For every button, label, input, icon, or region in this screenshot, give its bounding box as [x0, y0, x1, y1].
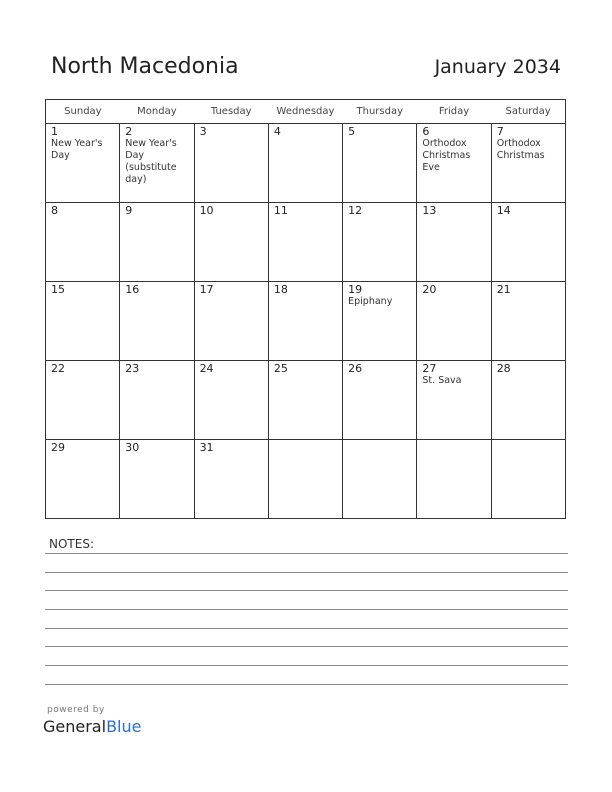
- brand-general-text: General: [43, 717, 107, 736]
- calendar-day-cell: [268, 440, 342, 519]
- calendar-day-cell: [343, 203, 417, 282]
- calendar-day-cell: [46, 203, 120, 282]
- holiday-label: New Year's Day (substitute day): [125, 138, 177, 185]
- day-number: 4: [273, 125, 281, 138]
- day-number: 5: [348, 125, 356, 138]
- calendar-week-row: [46, 361, 566, 440]
- calendar-day-cell: [194, 124, 268, 203]
- calendar-day-cell: [491, 361, 565, 440]
- calendar-day-cell: [491, 124, 565, 203]
- day-number: 2: [125, 125, 133, 138]
- calendar-day-cell: [491, 203, 565, 282]
- day-number: 31: [199, 441, 214, 454]
- note-line: [45, 572, 568, 573]
- weekday-sunday: Sunday: [46, 100, 120, 124]
- day-number: 10: [199, 204, 214, 217]
- calendar-week-row: [46, 282, 566, 361]
- holiday-label: Orthodox Christmas: [496, 138, 545, 161]
- note-line: [45, 590, 568, 591]
- day-number: 1: [51, 125, 58, 138]
- weekday-header-row: [46, 100, 566, 124]
- note-line: [45, 684, 568, 685]
- day-number: 15: [51, 283, 65, 296]
- weekday-wednesday: Wednesday: [268, 100, 342, 124]
- calendar-day-cell: [343, 282, 417, 361]
- day-number: 29: [51, 441, 65, 454]
- day-number: 26: [348, 362, 363, 375]
- calendar-week-row: [46, 124, 566, 203]
- day-number: 27: [422, 362, 437, 375]
- note-line: [45, 628, 568, 629]
- day-number: 25: [273, 362, 288, 375]
- weekday-thursday: Thursday: [343, 100, 417, 124]
- calendar-day-cell: [343, 124, 417, 203]
- day-number: 16: [125, 283, 140, 296]
- calendar-day-cell: [491, 440, 565, 519]
- note-line: [45, 609, 568, 610]
- day-number: 24: [199, 362, 214, 375]
- holiday-label: Orthodox Christmas Eve: [422, 138, 471, 173]
- day-number: 30: [125, 441, 140, 454]
- day-number: 21: [496, 283, 511, 296]
- weekday-friday: Friday: [417, 100, 491, 124]
- day-number: 8: [51, 204, 58, 217]
- calendar-day-cell: [120, 440, 194, 519]
- calendar-month-title: January 2034: [434, 56, 561, 78]
- calendar-day-cell: [120, 203, 194, 282]
- note-line: [45, 665, 568, 666]
- calendar-day-cell: [120, 282, 194, 361]
- calendar-country-title: North Macedonia: [51, 54, 239, 79]
- powered-by-text: powered by: [47, 705, 105, 715]
- calendar-day-cell: [46, 124, 120, 203]
- calendar-day-cell: [46, 282, 120, 361]
- calendar-day-cell: [343, 440, 417, 519]
- weekday-saturday: Saturday: [491, 100, 565, 124]
- calendar-day-cell: [194, 203, 268, 282]
- day-number: 28: [496, 362, 511, 375]
- weekday-monday: Monday: [120, 100, 194, 124]
- calendar-day-cell: [417, 124, 491, 203]
- note-line: [45, 553, 568, 554]
- day-number: 14: [496, 204, 511, 217]
- day-number: 22: [51, 362, 65, 375]
- calendar-day-cell: [268, 203, 342, 282]
- day-number: 3: [199, 125, 207, 138]
- calendar-day-cell: [417, 361, 491, 440]
- brand-logo: [43, 717, 141, 736]
- calendar-day-cell: [417, 203, 491, 282]
- calendar-day-cell: [417, 282, 491, 361]
- day-number: 9: [125, 204, 133, 217]
- calendar-week-row: [46, 203, 566, 282]
- day-number: 17: [199, 283, 214, 296]
- calendar-day-cell: [194, 440, 268, 519]
- weekday-tuesday: Tuesday: [194, 100, 268, 124]
- day-number: 19: [348, 283, 363, 296]
- holiday-label: Epiphany: [348, 296, 393, 307]
- calendar-day-cell: [268, 282, 342, 361]
- holiday-label: New Year's Day: [51, 138, 103, 161]
- day-number: 20: [422, 283, 437, 296]
- notes-label: NOTES:: [49, 537, 94, 551]
- day-number: 6: [422, 125, 430, 138]
- day-number: 7: [496, 125, 504, 138]
- note-line: [45, 646, 568, 647]
- calendar-day-cell: [120, 361, 194, 440]
- brand-blue-text: Blue: [106, 717, 142, 736]
- calendar-day-cell: [46, 361, 120, 440]
- holiday-label: St. Sava: [422, 375, 462, 386]
- calendar-day-cell: [194, 282, 268, 361]
- calendar-grid: [45, 99, 566, 519]
- calendar-day-cell: [417, 440, 491, 519]
- day-number: 23: [125, 362, 140, 375]
- day-number: 11: [273, 204, 288, 217]
- calendar-week-row: [46, 440, 566, 519]
- calendar-day-cell: [46, 440, 120, 519]
- calendar-day-cell: [491, 282, 565, 361]
- day-number: 12: [348, 204, 363, 217]
- calendar-day-cell: [343, 361, 417, 440]
- calendar-day-cell: [268, 361, 342, 440]
- calendar-day-cell: [120, 124, 194, 203]
- day-number: 13: [422, 204, 437, 217]
- day-number: 18: [273, 283, 288, 296]
- calendar-day-cell: [194, 361, 268, 440]
- calendar-day-cell: [268, 124, 342, 203]
